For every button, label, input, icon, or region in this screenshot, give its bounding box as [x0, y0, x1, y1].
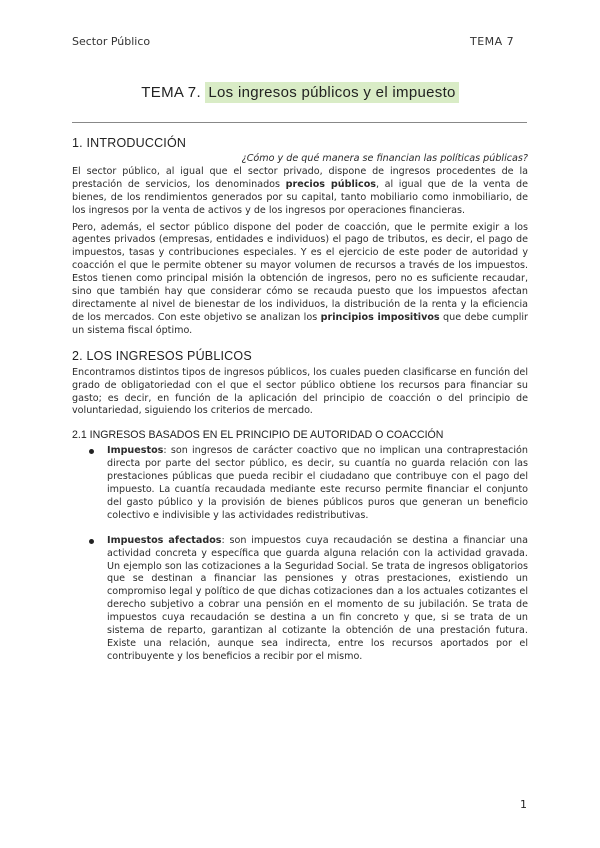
section1-paragraph-2: [72, 222, 528, 338]
bold-term: precios públicos: [285, 178, 377, 190]
title-divider: [72, 122, 527, 123]
text-run: : son ingresos de carácter coactivo que no implican una contraprestación directa por parte del sector público, es decir, su cuantía no guarda relación con las prestaciones públicas que pueda recibir el ciudadano que contribuye con el pago del impuesto. La cuantía recaudada mediante este recurso permite financiar el conjunto del gasto público y la provisión de bienes públicos puros que generan un beneficio colectivo e indivisible y las actividades redistributivas.: [107, 445, 528, 521]
bullet-icon: [89, 449, 94, 454]
bold-term: principios impositivos: [320, 311, 440, 323]
header-topic: TEMA 7: [470, 35, 515, 48]
document-body: [72, 136, 528, 664]
text-run: que debe cumplir un sistema fiscal óptimo.: [72, 311, 528, 336]
section1-heading: 1. INTRODUCCIÓN: [72, 136, 187, 150]
list-item-text: [107, 445, 528, 522]
section2-heading: 2. LOS INGRESOS PÚBLICOS: [72, 348, 252, 363]
subsection-2-1-heading: 2.1 INGRESOS BASADOS EN EL PRINCIPIO DE AUTORIDAD O COACCIÓN: [72, 429, 444, 442]
bold-term: Impuestos: [107, 445, 164, 457]
title-highlight: Los ingresos públicos y el impuesto: [205, 82, 458, 103]
list-item: [72, 445, 528, 522]
list-item: [72, 535, 528, 664]
text-run: Pero, además, el sector público dispone del poder de coacción, que le permite exigir a los agentes privados (empresas, entidades e individuos) el pago de tributos, es decir, el pago de impuestos, tasas y contribuciones especiales. Y es el ejercicio de este poder de autoridad y coacción el que le permite obtener su mayor volumen de recursos a través de los impuestos. Estos tienen como principal misión la obtención de ingresos, pero no es suficiente recaudar, sino que también hay que considerar cómo se recauda puesto que los impuestos afectan directamente al nivel de bienestar de los individuos, la distribución de la renta y la eficiencia de los mercados. Con este objetivo se analizan los: [72, 221, 528, 323]
text-run: El sector público, al igual que el sector privado, dispone de ingresos procedentes de la prestación de servicios, los denominados: [72, 165, 528, 190]
bold-term: Impuestos afectados: [107, 534, 222, 546]
list-item-text: [107, 535, 528, 664]
title-prefix: TEMA 7.: [141, 84, 206, 101]
page-title: [0, 84, 600, 101]
header-course: Sector Público: [72, 35, 151, 48]
bullet-icon: [89, 539, 94, 544]
text-run: : son impuestos cuya recaudación se destina a financiar una actividad concreta y específica que guarda alguna relación con la actividad gravada. Un ejemplo son las cotizaciones a la Seguridad Social. Se trata de ingresos obligatorios que se destinan a financiar las pensiones y otras prestaciones, existiendo un compromiso legal y político de que dichas cotizaciones dan a los actuales cotizantes el derecho subjetivo a cobrar una pensión en el momento de su jubilación. Se trata de impuestos cuya recaudación se destina a un fin concreto y que, si se trata de un sistema de reparto, garantizan al cotizante la obtención de una prestación futura. Existe una relación, aunque sea indirecta, entre los recursos aportados por el contribuyente y los beneficios a recibir por el mismo.: [107, 534, 528, 662]
section1-paragraph-1: [72, 166, 528, 218]
section2-paragraph-1: Encontramos distintos tipos de ingresos públicos, los cuales pueden clasificarse en función del grado de obligatoriedad con el que el sector público obtiene los recursos para financiar su gasto; es decir, en función de la aplicación del principio de coacción o del principio de voluntariedad, siguiendo los criterios de mercado.: [72, 366, 528, 417]
text-run: , al igual que de la venta de bienes, de los rendimientos generados por su capital, tanto mobiliario como inmobiliario, de los ingresos por la venta de activos y de los ingresos por operaciones financieras.: [72, 178, 528, 216]
page-number: 1: [520, 798, 527, 811]
income-types-list: [72, 445, 528, 664]
section1-quote: ¿Cómo y de qué manera se financian las políticas públicas?: [241, 153, 528, 164]
